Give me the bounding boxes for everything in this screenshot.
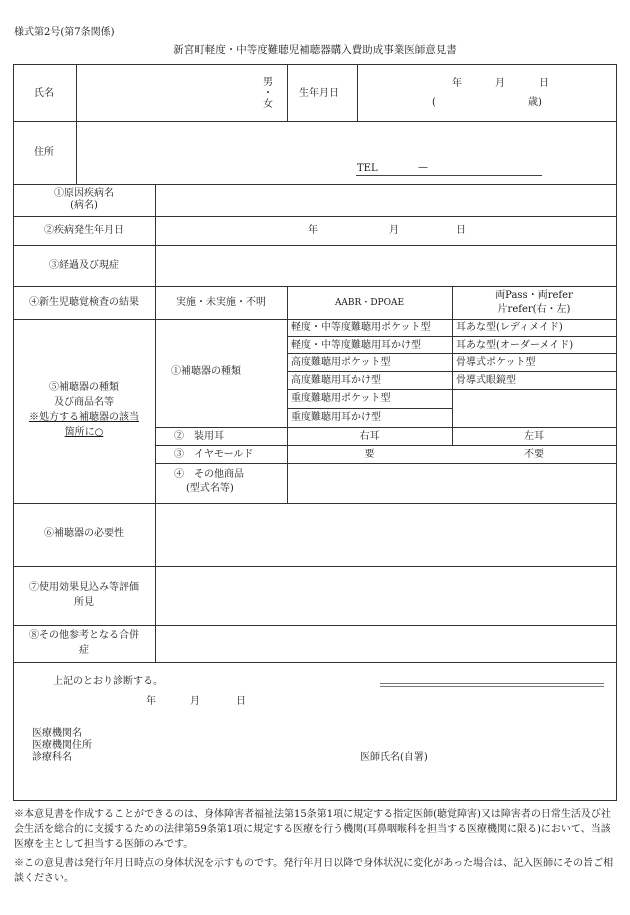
onset-date-label: ②疾病発生年月日: [44, 225, 124, 236]
type-option[interactable]: 耳あな型(レディメイド): [456, 322, 563, 333]
address-field[interactable]: [78, 123, 615, 168]
type-option[interactable]: 軽度・中等度難聴用耳かけ型: [291, 340, 421, 351]
gender-male[interactable]: 男: [263, 77, 273, 88]
doctor-signature-label: 医師氏名(自署): [360, 752, 428, 763]
earmold-noneed-option[interactable]: 不要: [524, 449, 544, 460]
footnote-2: ※この意見書は発行年月日時点の身体状況を示すものです。発行年月日以降で身体状況に変化があった場合は、記入医師にその旨ご相談ください。: [14, 858, 614, 884]
institution-address-label: 医療機関住所: [32, 740, 92, 751]
dob-year: 年: [452, 78, 462, 89]
newborn-test-label: ④新生児聴覚検査の結果: [29, 297, 139, 308]
type-option[interactable]: 重度難聴用ポケット型: [291, 393, 391, 404]
sign-day: 日: [236, 696, 246, 707]
onset-day: 日: [456, 225, 466, 236]
name-label: 氏名: [34, 88, 54, 99]
type-option[interactable]: 高度難聴用耳かけ型: [291, 375, 381, 386]
institution-name-label: 医療機関名: [32, 728, 82, 739]
address-label: 住所: [34, 147, 54, 158]
evaluation-label-2: 所見: [74, 597, 94, 608]
age-close: 歳): [528, 97, 542, 108]
tel-label: TEL: [357, 163, 378, 174]
type-option[interactable]: 骨導式眼鏡型: [456, 375, 516, 386]
ear-right-option[interactable]: 右耳: [359, 431, 380, 442]
test-status-options[interactable]: 実施・未実施・不明: [176, 297, 266, 308]
type-option[interactable]: 骨導式ポケット型: [456, 357, 536, 368]
necessity-field[interactable]: [157, 505, 615, 564]
sign-month: 月: [190, 696, 200, 707]
disease-name-field[interactable]: [157, 186, 615, 214]
tel-dash: —: [418, 162, 428, 173]
other-product-sublabel: (型式名等): [186, 483, 234, 494]
department-label: 診療科名: [32, 752, 72, 763]
type-option[interactable]: 高度難聴用ポケット型: [291, 357, 391, 368]
necessity-label: ⑥補聴器の必要性: [44, 528, 124, 539]
complication-field[interactable]: [157, 627, 615, 660]
hearing-aid-label-2: 及び商品名等: [54, 397, 114, 408]
dob-month: 月: [495, 78, 505, 89]
evaluation-field[interactable]: [157, 568, 615, 623]
hearing-aid-label: ⑤補聴器の種類: [49, 382, 119, 393]
ear-label: ② 装用耳: [174, 431, 224, 442]
document-title: 新宮町軽度・中等度難聴児補聴器購入費助成事業医師意見書: [173, 44, 457, 56]
other-product-field[interactable]: [289, 465, 615, 501]
type-option[interactable]: 軽度・中等度難聴用ポケット型: [291, 322, 431, 333]
name-field[interactable]: [78, 66, 285, 120]
footnote-1: ※本意見書を作成することができるのは、身体障害者福祉法第15条第1項に規定する指定医師(聴覚障害)又は障害者の日常生活及び社会生活を総合的に支援するための法律第59条第1項に規定する医療を行う機関(耳鼻咽喉科を担当する医療機関に限る)において、当該医療を主として担当する医師のみです。: [14, 809, 611, 850]
complication-label-2: 症: [79, 645, 89, 656]
onset-year: 年: [308, 225, 318, 236]
hearing-aid-note-2: 箇所に○: [64, 427, 104, 438]
type-option[interactable]: 耳あな型(オーダーメイド): [456, 340, 574, 351]
diagnosis-statement: 上記のとおり診断する。: [53, 676, 163, 687]
onset-month: 月: [389, 225, 399, 236]
test-method-options[interactable]: AABR・DPOAE: [334, 298, 405, 308]
dob-label: 生年月日: [299, 88, 339, 99]
age-open: (: [432, 97, 436, 108]
other-product-label: ④ その他商品: [174, 469, 244, 480]
earmold-label: ③ イヤモールド: [174, 449, 254, 460]
sign-rule-2: [380, 686, 604, 687]
disease-name-label: ①原因疾病名: [54, 188, 114, 199]
sign-rule-1: [380, 683, 604, 684]
test-result-options-1[interactable]: 両Pass・両refer: [495, 290, 573, 301]
ear-left-option[interactable]: 左耳: [524, 431, 544, 442]
dob-day: 日: [539, 78, 549, 89]
disease-name-sublabel: (病名): [70, 200, 98, 211]
test-result-options-2[interactable]: 片refer(右・左): [497, 304, 571, 315]
complication-label: ⑧その他参考となる合併: [29, 630, 139, 641]
earmold-need-option[interactable]: 要: [364, 449, 375, 460]
gender-female[interactable]: 女: [263, 99, 273, 110]
hearing-aid-type-label: ①補聴器の種類: [171, 366, 241, 377]
type-option[interactable]: 重度難聴用耳かけ型: [291, 412, 381, 423]
form-number: 様式第2号(第7条関係): [14, 27, 115, 38]
progress-field[interactable]: [157, 247, 615, 284]
evaluation-label: ⑦使用効果見込み等評価: [29, 582, 139, 593]
hearing-aid-note: ※処方する補聴器の該当: [29, 412, 139, 423]
sign-year: 年: [146, 696, 156, 707]
gender-separator: ・: [263, 88, 273, 99]
tel-underline[interactable]: [356, 175, 542, 176]
progress-label: ③経過及び現症: [49, 260, 119, 271]
